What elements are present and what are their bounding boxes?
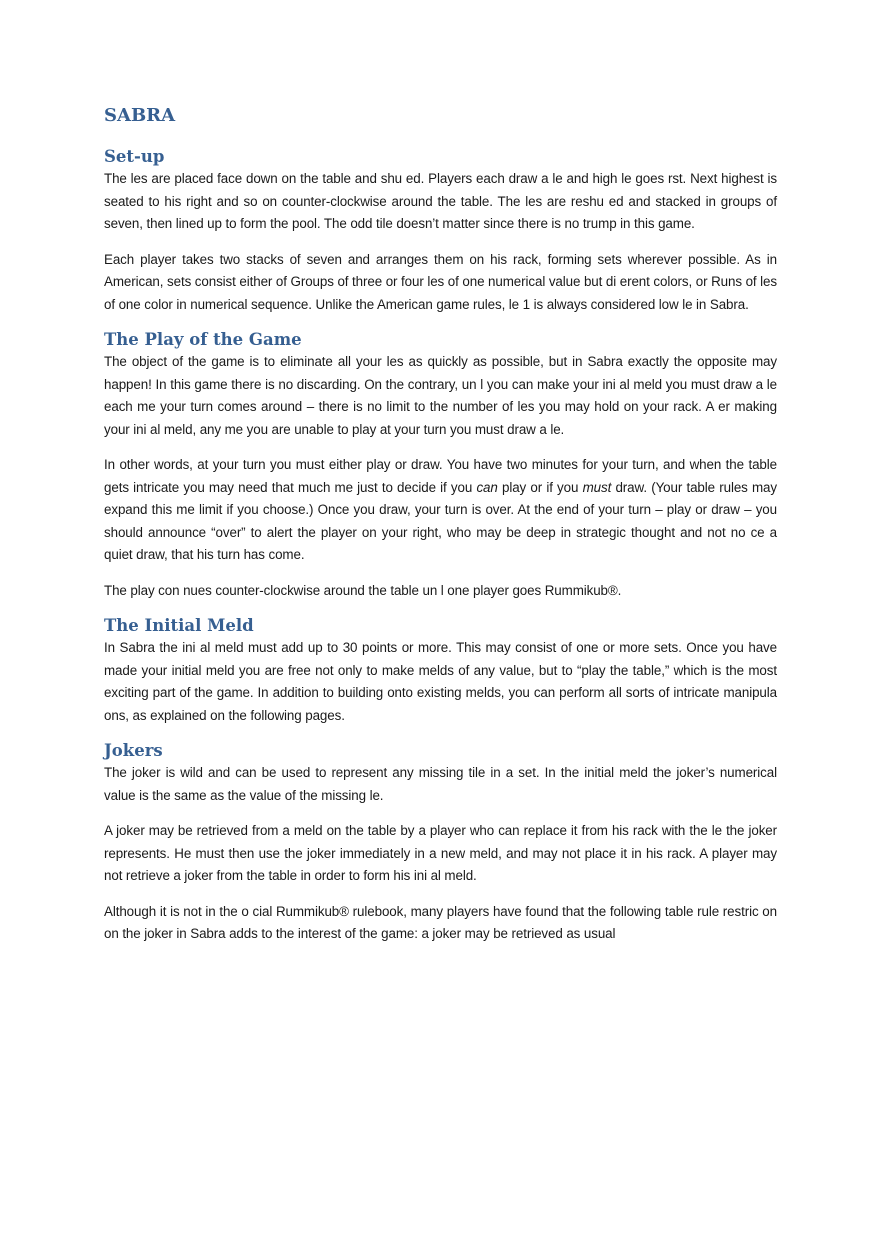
paragraph: In other words, at your turn you must either play or draw. You have two minutes for your turn, and when the table gets intricate you may need that much me just to decide if you can play or if you must draw. (Your table rules may expand this me limit if you choose.) Once you draw, your turn is over. At the end of your turn – play or draw – you should announce “over” to alert the player on your right, who may be deep in strategic thought and not no ce a quiet draw, that his turn has come. [104,457,777,562]
section-play-of-the-game [104,329,777,602]
document-page [104,104,777,959]
paragraph: The les are placed face down on the table and shu ed. Players each draw a le and high le goes rst. Next highest is seated to his right and so on counter-clockwise around the table. The les are reshu ed and stacked in groups of seven, then lined up to form the pool. The odd tile doesn’t matter since there is no trump in this game. [104,171,777,231]
document-title: SABRA [104,105,176,126]
paragraph: In Sabra the ini al meld must add up to 30 points or more. This may consist of one or more sets. Once you have made your initial meld you are free not only to make melds of any value, but to “play the table,” which is the most exciting part of the game. In addition to building onto existing melds, you can perform all sorts of intricate manipula ons, as explained on the following pages. [104,640,777,723]
paragraph: The play con nues counter-clockwise around the table un l one player goes Rummikub®. [104,582,622,598]
section-heading: Jokers [104,741,163,760]
paragraph: Although it is not in the o cial Rummikub® rulebook, many players have found that the following table rule restric on on the joker in Sabra adds to the interest of the game: a joker may be retrieved as usual [104,903,777,941]
paragraph: Each player takes two stacks of seven and arranges them on his rack, forming sets wherever possible. As in American, sets consist either of Groups of three or four les of one numerical value but di erent colors, or Runs of les of one color in numerical sequence. Unlike the American game rules, le 1 is always considered low le in Sabra. [104,251,777,312]
paragraph: The object of the game is to eliminate all your les as quickly as possible, but in Sabra exactly the opposite may happen! In this game there is no discarding. On the contrary, un l you can make your ini al meld you must draw a le each me your turn comes around – there is no limit to the number of les you may hold on your rack. A er making your ini al meld, any me you are unable to play at your turn you must draw a le. [104,354,777,437]
section-heading: The Play of the Game [104,330,302,349]
section-initial-meld [104,615,777,727]
section-setup [104,146,777,316]
section-heading: Set-up [104,147,165,166]
section-jokers [104,740,777,946]
section-heading: The Initial Meld [104,616,254,635]
paragraph: A joker may be retrieved from a meld on the table by a player who can replace it from his rack with the le the joker represents. He must then use the joker immediately in a new meld, and may not place it in his rack. A player may not retrieve a joker from the table in order to form his ini al meld. [104,823,777,883]
paragraph: The joker is wild and can be used to represent any missing tile in a set. In the initial meld the joker’s numerical value is the same as the value of the missing le. [104,765,777,803]
